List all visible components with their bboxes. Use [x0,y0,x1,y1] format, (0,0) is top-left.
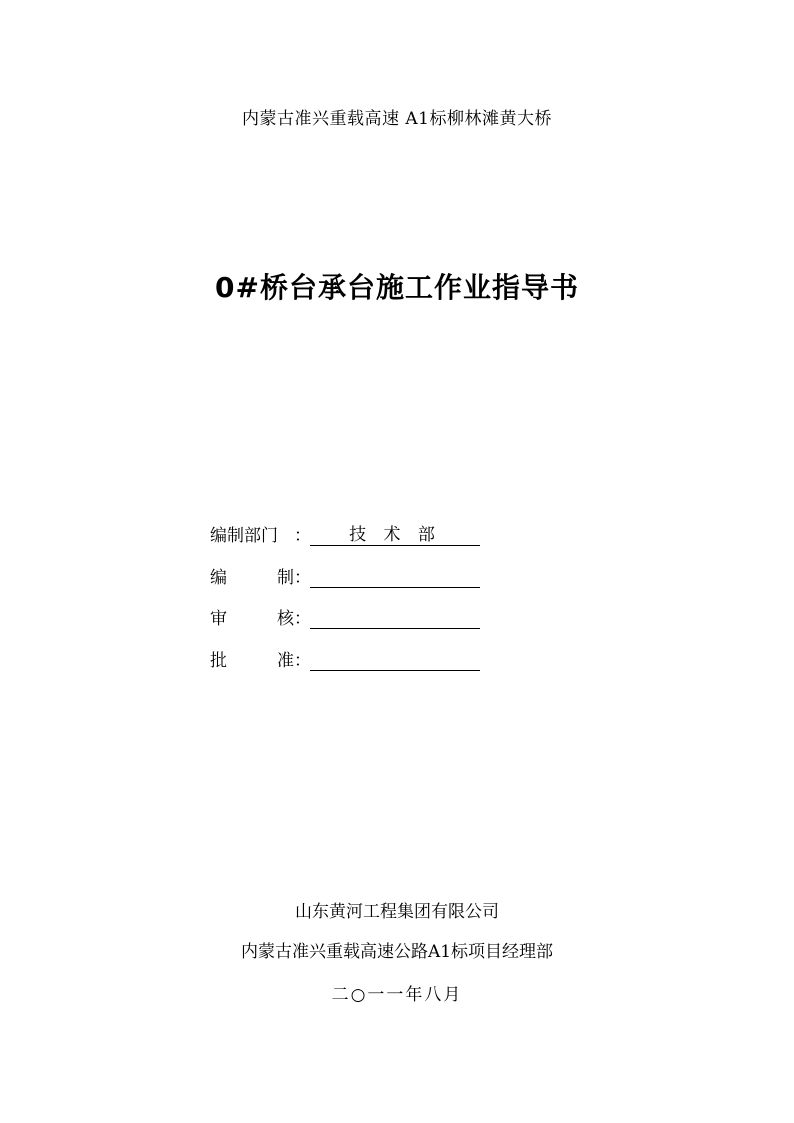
signature-label [210,521,294,546]
signature-line-compiler [310,566,480,588]
signature-label-text: 编制部门 [210,526,278,546]
signature-colon: ： [294,567,311,588]
signature-label [210,646,294,671]
document-date: 二○一一年八月 [331,985,463,1005]
signature-row-reviewer [210,605,510,629]
signature-label-text: 编 [210,567,227,588]
company-name: 山东黄河工程集团有限公司 [295,902,499,922]
signature-label-text: 审 [210,609,227,629]
signature-label-text: 批 [210,650,227,671]
signature-label-text-2: 核 [277,609,294,629]
document-title: 0#桥台承台施工作业指导书 [215,271,579,304]
signature-row-approver [210,647,510,671]
signature-row-department [210,522,510,546]
signature-row-compiler [210,564,510,588]
signature-block [210,522,510,688]
signature-colon: ： [294,526,311,546]
signature-line-approver [310,649,480,671]
signature-label-text-2: 准 [277,650,294,671]
signature-label [210,563,294,588]
signature-line-department: 技 术 部 [310,524,480,546]
project-department: 内蒙古准兴重载高速公路A1标项目经理部 [240,942,554,962]
signature-label [210,604,294,629]
signature-label-text-2: 制 [277,567,294,588]
signature-line-reviewer [310,607,480,629]
project-title: 内蒙古准兴重载高速 A1标柳林滩黄大桥 [242,109,552,129]
signature-colon: ： [294,650,311,671]
signature-colon: ： [294,609,311,629]
